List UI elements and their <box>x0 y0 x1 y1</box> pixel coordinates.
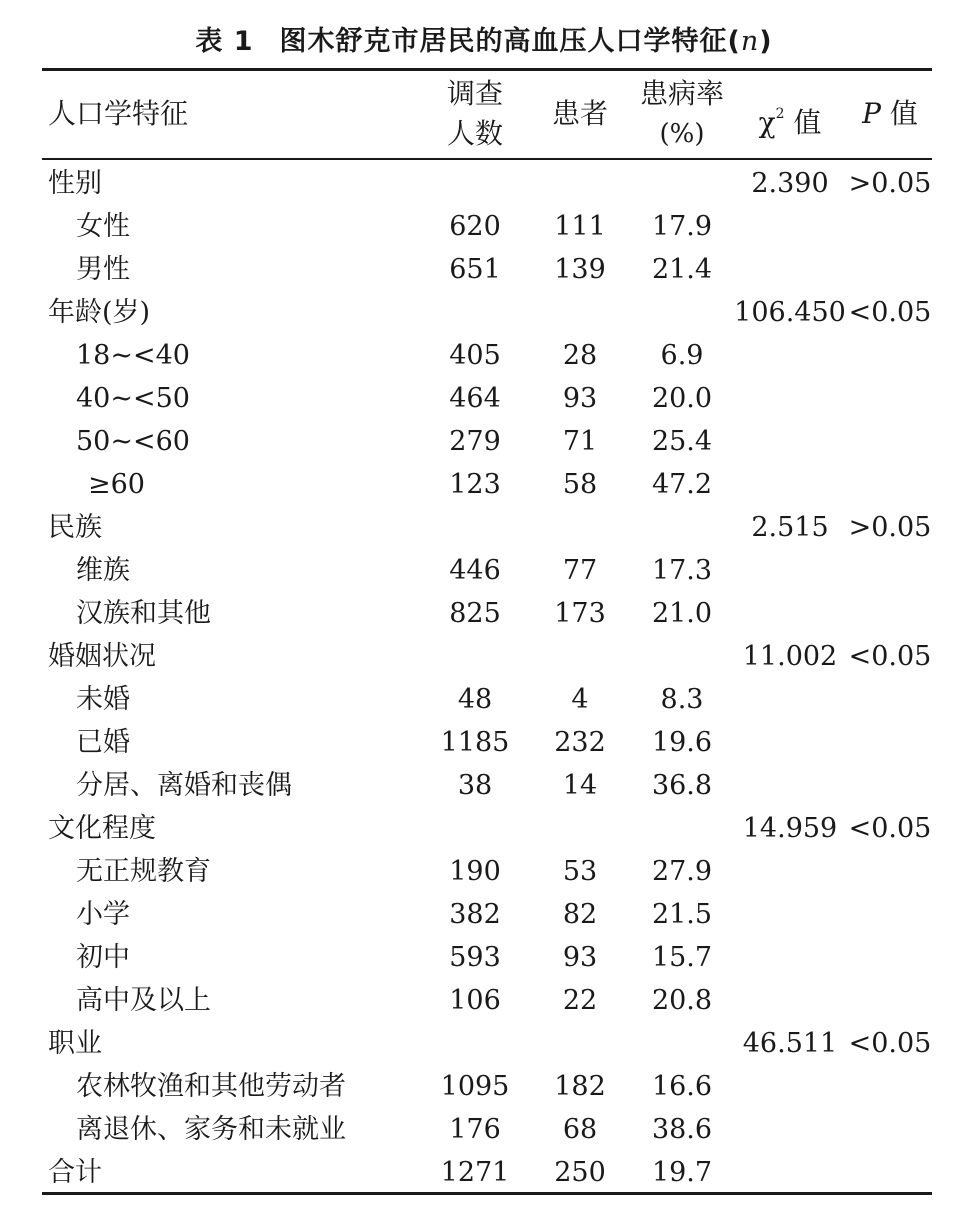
table-group-row <box>0 635 968 678</box>
row-label: 18~<40 <box>76 340 190 371</box>
chi-square-value: 106.450 <box>734 297 846 328</box>
row-label: 已婚 <box>76 727 130 758</box>
row-label: ≥60 <box>88 469 145 500</box>
row-label: 高中及以上 <box>76 985 211 1016</box>
table-row <box>0 936 968 979</box>
prevalence-rate: 38.6 <box>651 1114 713 1145</box>
p-value: <0.05 <box>848 297 932 328</box>
investigated-count: 593 <box>449 942 501 973</box>
top-rule <box>42 68 932 71</box>
prevalence-rate: 17.9 <box>651 211 713 242</box>
prevalence-rate: 6.9 <box>660 340 704 371</box>
table-group-row <box>0 1151 968 1194</box>
table-row <box>0 979 968 1022</box>
patient-count: 71 <box>562 426 598 457</box>
patient-count: 111 <box>554 211 606 242</box>
header-chi-square <box>730 94 850 143</box>
row-label: 50~<60 <box>76 426 190 457</box>
table-row <box>0 592 968 635</box>
chi-square-value: 2.515 <box>751 512 829 543</box>
table-row <box>0 377 968 420</box>
header-p-value <box>840 94 940 134</box>
chi-square-value: 14.959 <box>742 813 838 844</box>
investigated-count: 1185 <box>440 727 510 758</box>
header-demographic: 人口学特征 <box>48 97 189 130</box>
row-label: 文化程度 <box>48 813 156 844</box>
investigated-count: 38 <box>457 770 493 801</box>
row-label: 分居、离婚和丧偶 <box>76 770 292 801</box>
table-row <box>0 893 968 936</box>
header-investigated-line1: 调查 <box>446 77 503 110</box>
prevalence-rate: 20.0 <box>651 383 713 414</box>
patient-count: 250 <box>554 1157 606 1188</box>
chi-square-value: 46.511 <box>742 1028 838 1059</box>
prevalence-rate: 16.6 <box>651 1071 713 1102</box>
row-label: 初中 <box>76 942 130 973</box>
prevalence-rate: 19.7 <box>651 1157 713 1188</box>
patient-count: 22 <box>562 985 598 1016</box>
row-label: 性别 <box>48 168 102 199</box>
patient-count: 82 <box>562 899 598 930</box>
table-row <box>0 205 968 248</box>
header-rule <box>42 158 932 160</box>
header-investigated-line2: 人数 <box>446 117 503 150</box>
investigated-count: 48 <box>457 684 493 715</box>
table-row <box>0 850 968 893</box>
patient-count: 77 <box>562 555 598 586</box>
investigated-count: 1095 <box>440 1071 510 1102</box>
investigated-count: 446 <box>449 555 501 586</box>
patient-count: 173 <box>554 598 606 629</box>
row-label: 小学 <box>76 899 130 930</box>
prevalence-rate: 47.2 <box>651 469 713 500</box>
table-row <box>0 420 968 463</box>
prevalence-rate: 19.6 <box>651 727 713 758</box>
investigated-count: 1271 <box>440 1157 510 1188</box>
p-value: <0.05 <box>848 813 932 844</box>
row-label: 40~<50 <box>76 383 190 414</box>
table-group-row <box>0 291 968 334</box>
investigated-count: 620 <box>449 211 501 242</box>
prevalence-rate: 36.8 <box>651 770 713 801</box>
row-label: 合计 <box>48 1157 102 1188</box>
table-row <box>0 463 968 506</box>
investigated-count: 651 <box>449 254 501 285</box>
table-row <box>0 549 968 592</box>
investigated-count: 123 <box>449 469 501 500</box>
investigated-count: 106 <box>449 985 501 1016</box>
p-value: >0.05 <box>848 168 932 199</box>
patient-count: 232 <box>554 727 606 758</box>
row-label: 离退休、家务和未就业 <box>76 1114 346 1145</box>
patient-count: 68 <box>562 1114 598 1145</box>
investigated-count: 405 <box>449 340 501 371</box>
p-value: >0.05 <box>848 512 932 543</box>
p-value: <0.05 <box>848 1028 932 1059</box>
patient-count: 58 <box>562 469 598 500</box>
prevalence-rate: 8.3 <box>660 684 704 715</box>
row-label: 职业 <box>48 1028 102 1059</box>
prevalence-rate: 20.8 <box>651 985 713 1016</box>
prevalence-rate: 21.5 <box>651 899 713 930</box>
row-label: 未婚 <box>76 684 130 715</box>
table-caption <box>0 22 968 62</box>
row-label: 无正规教育 <box>76 856 211 887</box>
p-letter: P <box>862 97 881 130</box>
header-rate-line1: 患病率 <box>639 77 724 110</box>
row-label: 女性 <box>76 211 130 242</box>
table-row <box>0 764 968 807</box>
row-label: 男性 <box>76 254 130 285</box>
table-group-row <box>0 1022 968 1065</box>
bottom-rule <box>42 1192 932 1195</box>
row-label: 年龄(岁) <box>48 297 151 328</box>
p-word: 值 <box>880 97 918 130</box>
patient-count: 28 <box>562 340 598 371</box>
prevalence-rate: 21.4 <box>651 254 713 285</box>
header-rate-line2: (%) <box>659 119 705 149</box>
caption-paren-close: ) <box>759 26 773 57</box>
caption-paren-open: ( <box>727 26 741 57</box>
row-label: 维族 <box>76 555 130 586</box>
table-row <box>0 334 968 377</box>
table-group-row <box>0 506 968 549</box>
patient-count: 182 <box>554 1071 606 1102</box>
table-group-row <box>0 807 968 850</box>
row-label: 汉族和其他 <box>76 598 211 629</box>
prevalence-rate: 21.0 <box>651 598 713 629</box>
chi-symbol: χ <box>758 106 776 139</box>
p-value: <0.05 <box>848 641 932 672</box>
patient-count: 53 <box>562 856 598 887</box>
patient-count: 93 <box>562 383 598 414</box>
investigated-count: 464 <box>449 383 501 414</box>
chi-superscript: 2 <box>775 106 785 122</box>
chi-square-value: 2.390 <box>751 168 829 199</box>
table-title: 图木舒克市居民的高血压人口学特征 <box>279 26 728 57</box>
patient-count: 14 <box>562 770 598 801</box>
prevalence-rate: 27.9 <box>651 856 713 887</box>
header-patients: 患者 <box>551 97 608 130</box>
caption-n: n <box>740 26 760 57</box>
table-number: 表 1 <box>195 26 254 57</box>
prevalence-rate: 17.3 <box>651 555 713 586</box>
investigated-count: 825 <box>449 598 501 629</box>
patient-count: 4 <box>571 684 589 715</box>
patient-count: 139 <box>554 254 606 285</box>
table-row <box>0 1065 968 1108</box>
investigated-count: 382 <box>449 899 501 930</box>
chi-word: 值 <box>784 106 822 139</box>
chi-square-value: 11.002 <box>742 641 838 672</box>
investigated-count: 279 <box>449 426 501 457</box>
investigated-count: 176 <box>449 1114 501 1145</box>
table-row <box>0 678 968 721</box>
table-group-row <box>0 162 968 205</box>
row-label: 婚姻状况 <box>48 641 156 672</box>
prevalence-rate: 25.4 <box>651 426 713 457</box>
prevalence-rate: 15.7 <box>651 942 713 973</box>
row-label: 农林牧渔和其他劳动者 <box>76 1071 346 1102</box>
table-row <box>0 1108 968 1151</box>
investigated-count: 190 <box>449 856 501 887</box>
table-row <box>0 721 968 764</box>
table-row <box>0 248 968 291</box>
row-label: 民族 <box>48 512 102 543</box>
patient-count: 93 <box>562 942 598 973</box>
header-rate <box>622 74 742 154</box>
